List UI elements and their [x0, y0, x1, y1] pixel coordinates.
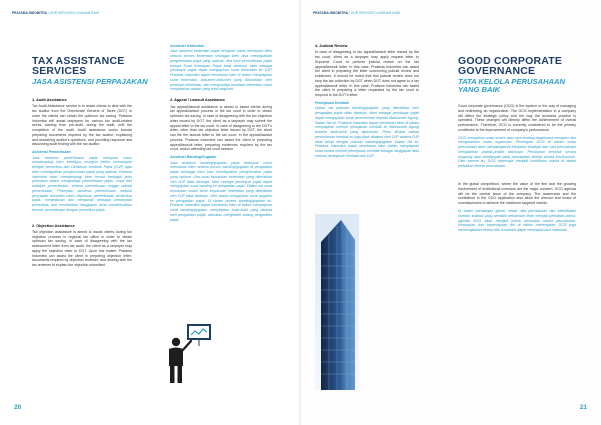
page-number-left: 20 [14, 404, 22, 411]
judicial-heading: 4. Judicial Review [315, 44, 348, 48]
appeal-text: Tax appeal/lawsuit assistance is aimed to assist clients during tax appeal/lawsuit process in the tax court in order to obtain optimum tax saving. In case of disagreeing with the tax objection letter issued by DGT, the client as a taxpayer may submit the appeal letter to the tax court. In case of disagreeing to the DGT's letter, other than tax objection letter issued by DGT, the client can file the lawsuit letter to the tax court. In the appeal/lawsuit process, Pratama Indomitra can assist the client in preparing appeal/lawsuit letter, preparing evidences required by the tax court, and/or attending tax court session. [170, 104, 272, 152]
page-title: TAX ASSISTANCE SERVICES [32, 55, 125, 77]
presenter-illustration [165, 322, 215, 386]
gcg-text-2: In the global competition, where the value of the firm and the growing involvement of institutional investors are the major concern, GCG agenda will be the central issue of the company. The awareness and the confidence in the GCG application also allow the director and board of commissioners to achieve the maximum-targeted results. [458, 182, 576, 206]
judicial-id-text: Dalam hal putusan banding/gugatan yang diterbitkan oleh pengadilan pajak tidak disetujui, klien sebagai pembayar pajak dapat mengajukan surat permohonan kepada Mahkamah Agung. Dalam hal ini, Pratama Indomitra dapat membantu klien di dalam menyiapkan memori peninjauan kembali ke Mahkamah Agung beserta bukti-bukti yang diperlukan. Perlu dicatat bahwa permohonan kembali ini juga tidak dibatasi oleh DJP selama DJP tidak setuju dengan putusan banding/gugatan. Dalam hal ini, Pratama Indomitra dapat membantu klien dalam menyiapkan surat kontra memori peninjauan kembali sebagai tanggapan atas memori peninjauan kembali oleh DJP. [315, 106, 419, 158]
presenter-body [169, 348, 183, 367]
appeal-heading: 3. Appeal / Lawsuit Assistance [170, 98, 226, 103]
left-column-1 [32, 98, 132, 271]
gcg-text-1: Good corporate governance (GCG) is the system or the way of managing and redirecting an organization. The GCG implementation in a company will affect the strategic policy and the way the business practice is operated. These changes will directly affect the achievement of overall performance. Therefore, GCG is currently considered to be the primary contributor to the improvement of company's performance. [458, 104, 576, 132]
running-head-right: PRATAMA INDOMITRA | OUR SERVICES LAYANAN KAMI [313, 11, 401, 15]
page-number-right: 21 [579, 404, 587, 411]
objection-heading: 2. Objection Assistance [32, 223, 75, 228]
audit-heading: 1. Audit Assistance [32, 98, 67, 102]
left-page [0, 0, 300, 425]
left-column-2 [170, 44, 272, 226]
gcg-subtitle: TATA KELOLA PERUSAHAAN YANG BAIK [458, 77, 566, 94]
skyscraper-image [315, 214, 359, 390]
objection-id-heading: Asistensi Keberatan [170, 44, 205, 48]
running-head-left: PRATAMA INDOMITRA | OUR SERVICES LAYANAN KAMI [12, 11, 100, 15]
audit-id-heading: Asistensi Pemeriksaan [32, 150, 71, 155]
appeal-id-text: Jasa asistensi banding/gugatan pajak bertujuan untuk membantu klien selama proses banding/gugatan di pengadilan pajak sehingga klien bisa mendapatkan penghematan pajak yang optimal. Jika surat keputusan keberatan yang diterbitkan oleh DJP tidak disetujui, klien sebagai pembayar pajak dapat mengajukan surat banding ke pengadilan pajak. Dalam hal surat keputusan selain surat keputusan keberatan yang diterbitkan oleh DJP tidak disetujui, klien dapat mengajukan surat gugatan ke pengadilan pajak. Di dalam proses banding/gugatan ini, Pratama Indomitra dapat membantu klien di dalam menyiapkan surat banding/gugatan, menyiapkan bukti-bukti yang diminta oleh pengadilan pajak, dan/atau menghadiri sidang pengadilan pajak. [170, 160, 272, 222]
objection-text: Tax objection assistance is aimed to assist clients during tax objection process in regional tax office in order to obtain optimum tax saving. In case of disagreeing with the tax assessment letter from tax audit, the client as a taxpayer may apply the objection letter to DGT. Upon this matter, Pratama Indomitra can assist the client in preparing objection letter, documents required by objection reviewer, and dealing with the tax reviewer to explain the objection submitted. [32, 229, 132, 268]
page-subtitle: JASA ASISTENSI PERPAJAKAN [32, 77, 148, 86]
audit-text: Tax Audit Assistance service is to assist clients to deal with the tax auditor from the Directorate General of Taxes (DGT) in order the clients can obtain the optimum tax saving. Pratama Indomitra will assist taxpayers for various tax audit-related works, starting from pre-audit, during the audit, until the completion of the audit. Audit assistance works include preparing documents required by the tax auditor, explaining and answering auditor's questions, and providing response and discussing audit finding with the tax auditor. [32, 104, 132, 147]
presenter-arm [182, 341, 191, 351]
right-column-1 [315, 44, 419, 162]
presenter-head [172, 338, 180, 346]
gcg-id-text-2: Di dalam persaingan global, selain nilai perusahaan dan keterlibatan investor institusi yang semakin bertambah telah menjadi perhatian utama, agenda GCG akan menjadi pokok persoalan utama perusahaan. Kesadaran dan kepercayaan diri di dalam menerapkan GCG juga memungkinkan direksi dan komisaris dapat mencapai hasil maksimal. [458, 209, 576, 233]
right-column-2 [458, 104, 576, 236]
judicial-text: In case of disagreeing to tax appeal/lawsuit letter issued by the tax court, client as a taxpayer may apply request letter to Supreme Court to perform judicial review on the tax appeal/lawsuit letter. In this case, Pratama Indomitra can assist the client in preparing the letter concerning judicial review and evidences. It should be noted that this judicial review does not stop the tax collection by DGT when DGT does not agree to a tax appeal/lawsuit letter. In this case, Pratama Indomitra can assist the client in preparing a letter requested by the tax court to respond to the DGT's letter. [315, 50, 419, 97]
appeal-id-heading: Asistensi Banding/Gugatan [170, 155, 217, 160]
audit-id-text: Jasa asistensi pemeriksaan pajak bertujuan untuk mendampingi klien sekaligus mungkin ketika berhadapan dengan pemeriksa dari Direktorat Jenderal Pajak (DJP) agar klien mendapatkan penghematan pajak yang optimal. Pratama Indomitra akan mendampingi klien terkait berbagai jenis pekerjaan dalam menghadapi pemeriksaan pajak, mulai dari sebelum pemeriksaan, selama pemeriksaan hingga selesai pemeriksaan. Pekerjaan asistensi pemeriksaan meliputi penyiapan dokumen untuk keperluan pemeriksaan pemeriksa pajak, menjelaskan dan menjawab berbagai pertanyaan pemeriksa, dan memberikan tanggapan serta mendiskusikan temuan pemeriksaan dengan pemeriksa pajak. [32, 155, 132, 212]
judicial-id-heading: Peninjauan Kembali [315, 100, 349, 105]
gcg-id-text-1: GCG merupakan suatu sistem atau cara tentang bagaimana mengatur dan mengarahkan suatu organisasi. Penerapan GCG di dalam suatu perusahaan akan mempengaruhi kebijakan strategis dan cara perusahaan menjalankan praktik-praktik bisnisnya. Perubahan tersebut secara langsung akan berdampak pada pencapaian kinerja secara keseluruhan. Oleh karena itu, GCG dipercaya menjadi kontributor utama di dalam perbaikan kinerja perusahaan. [458, 135, 576, 169]
objection-id-text: Jasa asistensi keberatan pajak bertujuan untuk membantu klien selama proses keberatan sehingga klien bisa mendapatkan penghematan pajak yang optimal. Jika hasil pemeriksaan pajak berupa Surat Ketetapan Pajak tidak disetujui, klien sebagai pembayar pajak dapat mengajukan surat keberatan ke DJP. Pratama Indomitra dapat membantu klien di dalam menyiapkan surat keberatan, dokumen-dokumen yang dibutuhkan oleh penelaah keberatan, dan menghadapi penelaah keberatan untuk menjelaskan alasan yang telah diajukan. [170, 49, 272, 92]
gcg-title: GOOD CORPORATE GOVERNANCE [458, 55, 563, 77]
